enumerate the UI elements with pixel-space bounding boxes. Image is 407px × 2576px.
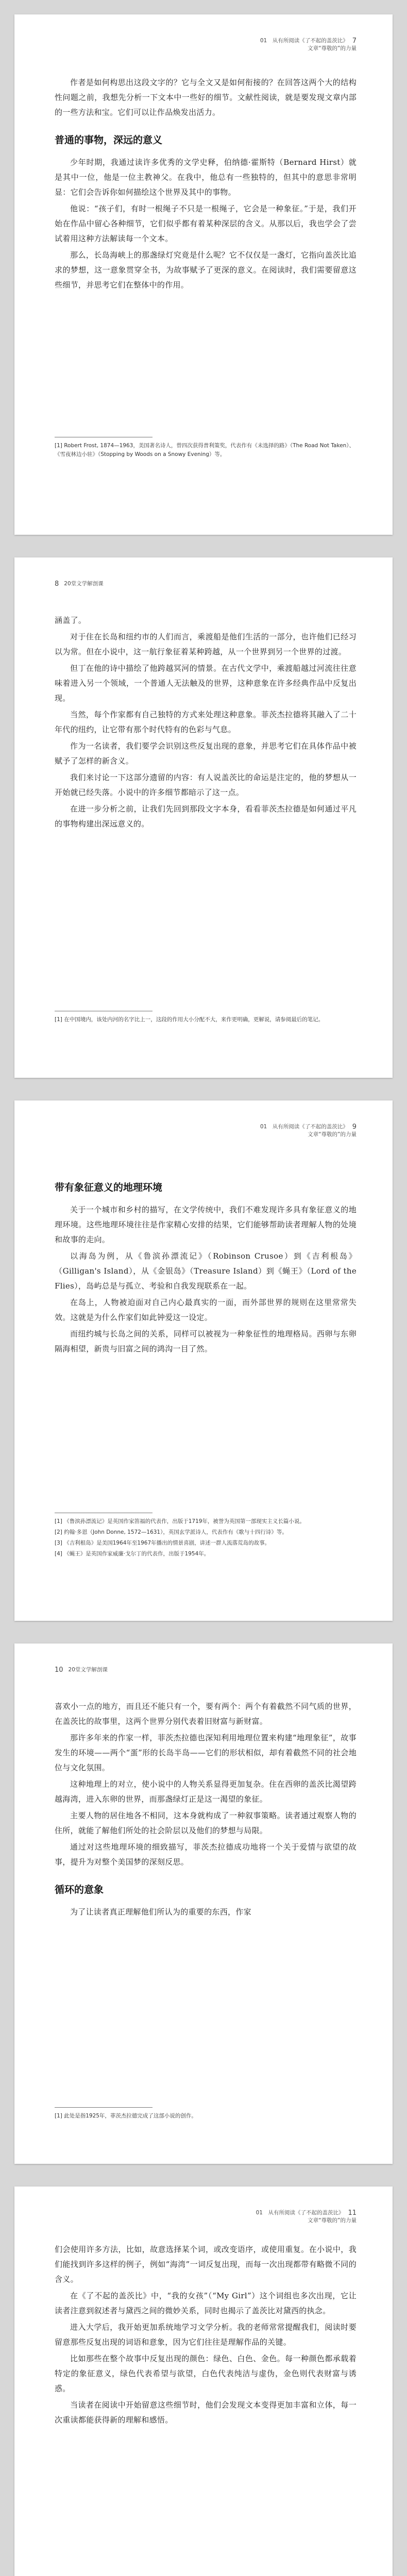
page-body <box>55 75 357 294</box>
footnotes <box>55 1011 357 1026</box>
page-body <box>55 613 357 833</box>
page-body <box>55 2242 357 2429</box>
book-title: 20堂文学解剖课 <box>64 581 104 587</box>
page-number: 10 <box>55 1666 63 1674</box>
paragraph: 当读者在阅读中开始留意这些细节时，他们会发现文本变得更加丰富和立体，每一次重读都能获得新的理解和感悟。 <box>55 2400 357 2425</box>
book-title: 20堂文学解剖课 <box>68 1667 108 1673</box>
book-page-5 <box>14 2187 393 2576</box>
paragraph: 在《了不起的盖茨比》中，“我的女孩”（“My Girl”）这个词组也多次出现，它让读者注意到叙述者与黛西之间的微妙关系，同时也揭示了盖茨比对黛西的执念。 <box>55 2291 357 2315</box>
page-body <box>55 1699 357 1921</box>
paragraph: 这种地理上的对立，使小说中的人物关系显得更加复杂。住在西卵的盖茨比渴望跨越海湾，进入东卵的世界，而那盏绿灯正是这一渴望的象征。 <box>55 1780 357 1804</box>
paragraph: 我们来讨论一下这部分遗留的内容：有人说盖茨比的命运是注定的，他的梦想从一开始就已经失落。小说中的许多细节都暗示了这一点。 <box>55 773 357 797</box>
footnote: [2] 约翰·多恩（John Donne, 1572—1631），英国玄学派诗人，代表作有《歌与十四行诗》等。 <box>55 1529 287 1535</box>
paragraph: 他说：“孩子们，有时一根绳子不只是一根绳子，它会是一种象征。”于是，我们开始在作品中留心各种细节，它们似乎都有着某种深层的含义。从那以后，我也学会了尝试着用这种方法解读每一个文本。 <box>55 204 357 243</box>
running-header <box>256 2209 357 2225</box>
chapter-subtitle: 文章“尊敬的”的力量 <box>308 45 357 52</box>
paragraph: 在岛上，人物被迫面对自己内心最真实的一面，而外部世界的规则在这里常常失效。这就是为什么作家们如此钟爱这一设定。 <box>55 1298 357 1322</box>
footnote: [1] 此处是指1925年，菲茨杰拉德完成了这部小说的创作。 <box>55 2113 197 2119</box>
paragraph: 喜欢小一点的地方，而且还不能只有一个，要有两个：两个有着截然不同气质的世界，在盖茨比的故事里，这两个世界分别代表着旧财富与新财富。 <box>55 1702 357 1726</box>
paragraph: 们会使用许多方法，比如，故意选择某个词，或改变语序，或使用重复。在小说中，我们能找到许多这样的例子，例如“海湾”一词反复出现，而每一次出现都带有略微不同的含义。 <box>55 2245 357 2284</box>
footnote: [3] 《吉利根岛》是美国1964年至1967年播出的情景喜剧，讲述一群人流落荒岛的故事。 <box>55 1540 270 1546</box>
running-header <box>260 1123 357 1139</box>
running-header <box>55 580 104 588</box>
paragraph: 在进一步分析之前，让我们先回到那段文字本身，看看菲茨杰拉德是如何通过平凡的事物构建出深远意义的。 <box>55 804 357 828</box>
chapter-title: 01 从有所阅读《了不起的盖茨比》 <box>260 1124 348 1130</box>
footnotes <box>55 437 357 461</box>
chapter-subtitle: 文章“尊敬的”的力量 <box>308 1131 357 1138</box>
paragraph: 主要人物的居住地各不相同，这本身就构成了一种叙事策略。读者通过观察人物的住所，就能了解他们所处的社会阶层以及他们的梦想与局限。 <box>55 1811 357 1835</box>
paragraph: 以海岛为例，从《鲁滨孙漂流记》（Robinson Crusoe）到《吉利根岛》（Gilligan's Island），从《金银岛》（Treasure Island）到《蝇王》（Lord of the Flies），岛屿总是与孤立、考验和自我发现联系在一起。 <box>55 1251 357 1291</box>
footnotes <box>55 1513 357 1561</box>
paragraph: 对于住在长岛和纽约市的人们而言，乘渡船是他们生活的一部分，也许他们已经习以为常。但在小说中，这一航行象征着某种跨越，从一个世界到另一个世界的过渡。 <box>55 632 357 656</box>
page-number: 11 <box>348 2209 357 2217</box>
section-heading: 普通的事物，深远的意义 <box>55 134 163 146</box>
paragraph: 作者是如何构思出这段文字的？它与全文又是如何衔接的？在回答这两个大的结构性问题之前，我想先分析一下文本中一些好的细节。文献性阅读，就是要发现文章内部的一些方法和宝。它们可以让作品焕发出活力。 <box>55 78 357 117</box>
paragraph: 通过对这些地理环境的细致描写，菲茨杰拉德成功地将一个关于爱情与欲望的故事，提升为对整个美国梦的深刻反思。 <box>55 1842 357 1867</box>
paragraph: 但丁在他的诗中描绘了他跨越冥河的情景。在古代文学中，乘渡船越过河流往往意味着进入另一个领域，一个普通人无法触及的世界，这种意象在许多经典作品中反复出现。 <box>55 664 357 703</box>
paragraph: 为了让读者真正理解他们所认为的重要的东西，作家 <box>70 1907 251 1917</box>
paragraph: 关于一个城市和乡村的描写，在文学传统中，我们不难发现许多具有象征意义的地理环境。这些地理环境往往是作家精心安排的结果，它们能够帮助读者理解人物的处境和故事的走向。 <box>55 1205 357 1244</box>
chapter-title: 01 从有所阅读《了不起的盖茨比》 <box>256 2210 344 2216</box>
book-page-3 <box>14 1100 393 1621</box>
paragraph: 少年时期，我通过读许多优秀的文学史释，伯纳德·霍斯特（Bernard Hirst）就是其中一位，他是一位主教神父。在我中，他总有一些独特的，但其中的意思非常明显：它们会告诉你如何描绘这个世界及其中的事物。 <box>55 158 357 197</box>
book-page-2 <box>14 557 393 1078</box>
footnotes <box>55 2107 357 2123</box>
page-body <box>55 1167 357 1358</box>
chapter-subtitle: 文章“尊敬的”的力量 <box>308 2217 357 2224</box>
paragraph: 涵盖了。 <box>55 616 87 625</box>
book-page-1 <box>14 14 393 535</box>
footnote: [1] Robert Frost, 1874—1963，美国著名诗人，曾四次获得普利策奖，代表作有《未选择的路》（The Road Not Taken）、《雪夜林边小驻》（Stopping by Woods on a Snowy Evening）等。 <box>55 443 355 457</box>
running-header <box>55 1666 108 1674</box>
paragraph: 那么，长岛海峡上的那盏绿灯究竟是什么呢？它不仅仅是一盏灯，它指向盖茨比追求的梦想，这一意象贯穿全书，为故事赋予了更深的意义。在阅读时，我们需要留意这些细节，并思考它们在整体中的作用。 <box>55 250 357 290</box>
chapter-title: 01 从有所阅读《了不起的盖茨比》 <box>260 38 348 44</box>
paragraph: 作为一名读者，我们要学会识别这些反复出现的意象，并思考它们在具体作品中被赋予了怎样的新含义。 <box>55 741 357 766</box>
paragraph: 那许多年来的作家一样，菲茨杰拉德也深知利用地理位置来构建“地理象征”，故事发生的环境——两个“蛋”形的长岛半岛——它们的形状相似，却有着截然不同的社会地位与文化氛围。 <box>55 1733 357 1772</box>
running-header <box>260 37 357 53</box>
page-number: 9 <box>352 1123 357 1131</box>
footnote-rule <box>55 2107 152 2108</box>
page-number: 8 <box>55 580 59 588</box>
footnote: [4] 《蝇王》是英国作家威廉·戈尔丁的代表作，出版于1954年。 <box>55 1551 210 1557</box>
footnote: [1] 在中国境内，该处内河的名字比上一，这段的作用大小分配不大，来作更明确，更解说，请参阅最后的笔记。 <box>55 1016 324 1023</box>
paragraph: 比如那些在整个故事中反复出现的颜色：绿色、白色、金色。每一种颜色都承载着特定的象征意义，绿色代表希望与欲望，白色代表纯洁与虚伪，金色则代表财富与诱惑。 <box>55 2354 357 2393</box>
paragraph: 而纽约城与长岛之间的关系，同样可以被视为一种象征性的地理格局。西卵与东卵隔海相望，新贵与旧富之间的鸿沟一目了然。 <box>55 1329 357 1353</box>
section-heading: 带有象征意义的地理环境 <box>55 1182 163 1193</box>
paragraph: 进入大学后，我开始更加系统地学习文学分析。我的老师常常提醒我们，阅读时要留意那些反复出现的词语和意象，因为它们往往是理解作品的关键。 <box>55 2323 357 2347</box>
page-number: 7 <box>352 37 357 45</box>
book-page-4 <box>14 1643 393 2164</box>
section-heading: 循环的意象 <box>55 1884 104 1895</box>
footnote: [1] 《鲁滨孙漂流记》是英国作家笛福的代表作，出版于1719年，被誉为英国第一部现实主义长篇小说。 <box>55 1518 305 1524</box>
paragraph: 当然，每个作家都有自己独特的方式来处理这种意象。菲茨杰拉德将其融入了二十年代的纽约，让它带有那个时代特有的色彩与气息。 <box>55 710 357 734</box>
